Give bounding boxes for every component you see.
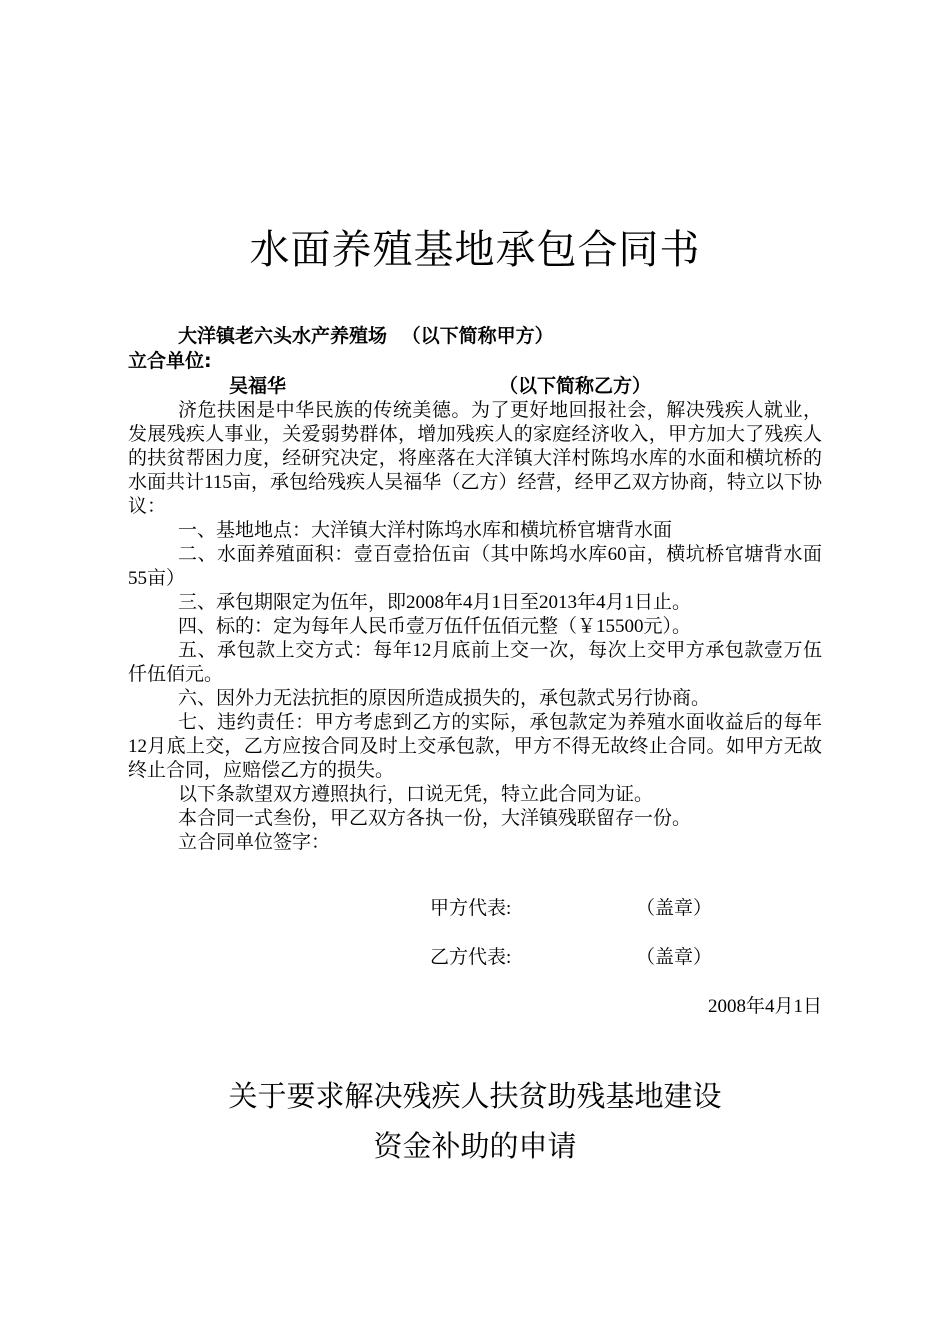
party-a-seal: （盖章） xyxy=(636,898,713,919)
clause-force-majeure: 六、因外力无法抗拒的原因所造成损失的，承包款式另行协商。 xyxy=(178,688,711,709)
closing-statement: 以下条款望双方遵照执行，口说无凭，特立此合同为证。 xyxy=(178,784,654,805)
party-b-suffix: （以下简称乙方） xyxy=(499,375,652,397)
party-a-rep-label: 甲方代表: xyxy=(430,898,512,919)
clause-area: 二、水面养殖面积：壹百壹拾伍亩（其中陈坞水库60亩，横坑桥官塘背水面55亩） xyxy=(128,544,822,589)
copies-statement: 本合同一式叁份，甲乙双方各执一份，大洋镇残联留存一份。 xyxy=(178,808,692,829)
application-title-line2: 资金补助的申请 xyxy=(373,1129,577,1163)
clause-location: 一、基地地点：大洋镇大洋村陈坞水库和横坑桥官塘背水面 xyxy=(178,520,673,541)
party-a-name: 大洋镇老六头水产养殖场 xyxy=(178,325,388,347)
party-b-rep-label: 乙方代表: xyxy=(430,947,512,968)
parties-label: 立合单位: xyxy=(128,350,212,372)
contract-date: 2008年4月1日 xyxy=(707,996,822,1017)
party-a-suffix: （以下简称甲方） xyxy=(401,325,554,347)
party-a-line xyxy=(178,324,554,348)
party-b-name: 吴福华 xyxy=(229,375,287,397)
clause-liability: 七、违约责任：甲方考虑到乙方的实际，承包款定为养殖水面收益后的每年12月底上交，乙方应按合同及时上交承包款，甲方不得无故终止合同。如甲方无故终止合同，应赔偿乙方的损失。 xyxy=(128,712,822,781)
clause-payment: 五、承包款上交方式：每年12月底前上交一次，每次上交甲方承包款壹万伍仟伍佰元。 xyxy=(128,640,822,685)
application-title-line1: 关于要求解决残疾人扶贫助残基地建设 xyxy=(228,1079,722,1113)
signature-intro: 立合同单位签字： xyxy=(178,832,331,853)
clause-amount: 四、标的：定为每年人民币壹万伍仟伍佰元整（￥15500元）。 xyxy=(178,616,692,637)
clause-term: 三、承包期限定为伍年，即2008年4月1日至2013年4月1日止。 xyxy=(178,592,692,613)
intro-paragraph: 济危扶困是中华民族的传统美德。为了更好地回报社会，解决残疾人就业，发展残疾人事业，关爱弱势群体，增加残疾人的家庭经济收入，甲方加大了残疾人的扶贫帮困力度，经研究决定，将座落在大洋镇大洋村陈坞水库的水面和横坑桥的水面共计115亩，承包给残疾人吴福华（乙方）经营，经甲乙双方协商，特立以下协议： xyxy=(128,400,822,517)
party-b-seal: （盖章） xyxy=(636,947,713,968)
contract-title: 水面养殖基地承包合同书 xyxy=(249,227,701,273)
contract-body xyxy=(128,399,822,855)
